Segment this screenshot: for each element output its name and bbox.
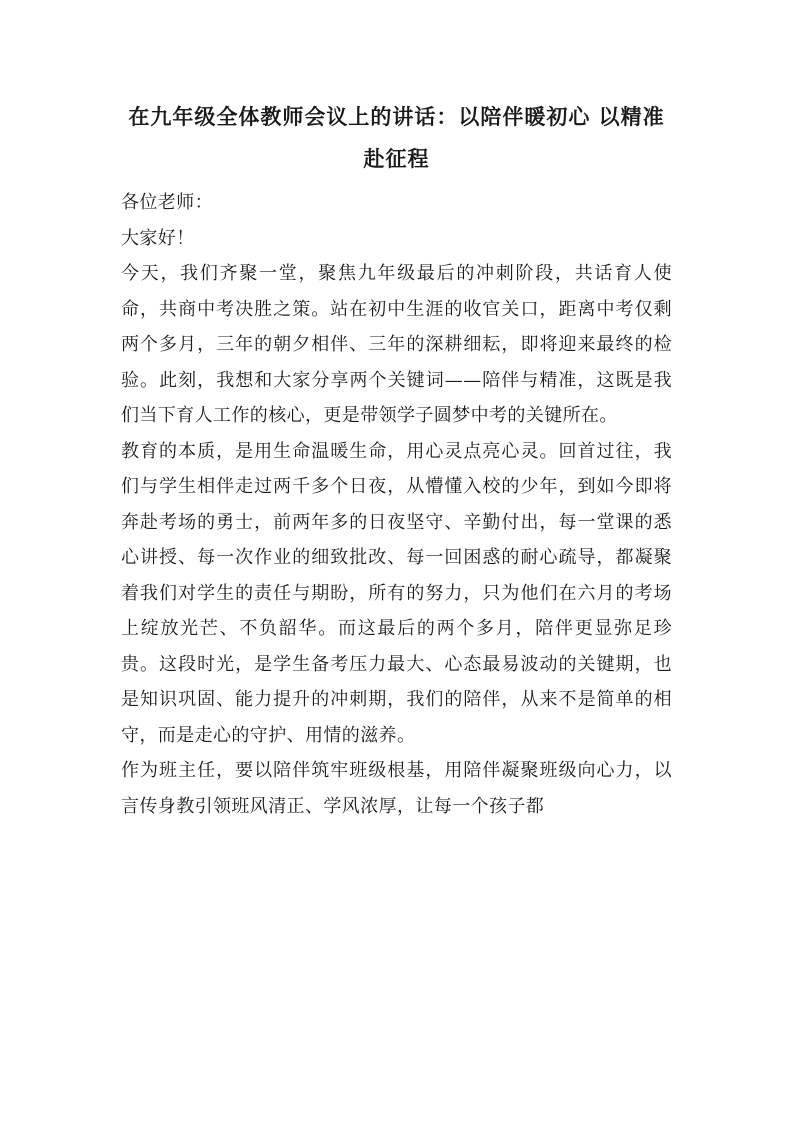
paragraph-education: 教育的本质，是用生命温暖生命，用心灵点亮心灵。回首过往，我们与学生相伴走过两千多个日夜，从懵懂入校的少年，到如今即将奔赴考场的勇士，前两年多的日夜坚守、辛勤付出，每一堂课的悉心讲授、每一次作业的细致批改、每一回困惑的耐心疏导，都凝聚着我们对学生的责任与期盼，所有的努力，只为他们在六月的考场上绽放光芒、不负韶华。而这最后的两个多月，陪伴更显弥足珍贵。这段时光，是学生备考压力最大、心态最易波动的关键期，也是知识巩固、能力提升的冲刺期，我们的陪伴，从来不是简单的相守，而是走心的守护、用情的滋养。 [121, 440, 672, 746]
salutation: 各位老师： [121, 192, 213, 213]
greeting: 大家好！ [121, 227, 195, 249]
paragraph-class-teacher: 作为班主任，要以陪伴筑牢班级根基，用陪伴凝聚班级向心力，以言传身教引领班风清正、学风浓厚，让每一个孩子都 [121, 760, 672, 817]
document-title: 在九年级全体教师会议上的讲话：以陪伴暖初心 以精准赴征程 [128, 104, 665, 171]
paragraph-intro: 今天，我们齐聚一堂，聚焦九年级最后的冲刺阶段，共话育人使命，共商中考决胜之策。站在初中生涯的收官关口，距离中考仅剩两个多月，三年的朝夕相伴、三年的深耕细耘，即将迎来最终的检验。此刻，我想和大家分享两个关键词——陪伴与精准，这既是我们当下育人工作的核心，更是带领学子圆梦中考的关键所在。 [121, 263, 672, 426]
document-body [121, 185, 672, 824]
